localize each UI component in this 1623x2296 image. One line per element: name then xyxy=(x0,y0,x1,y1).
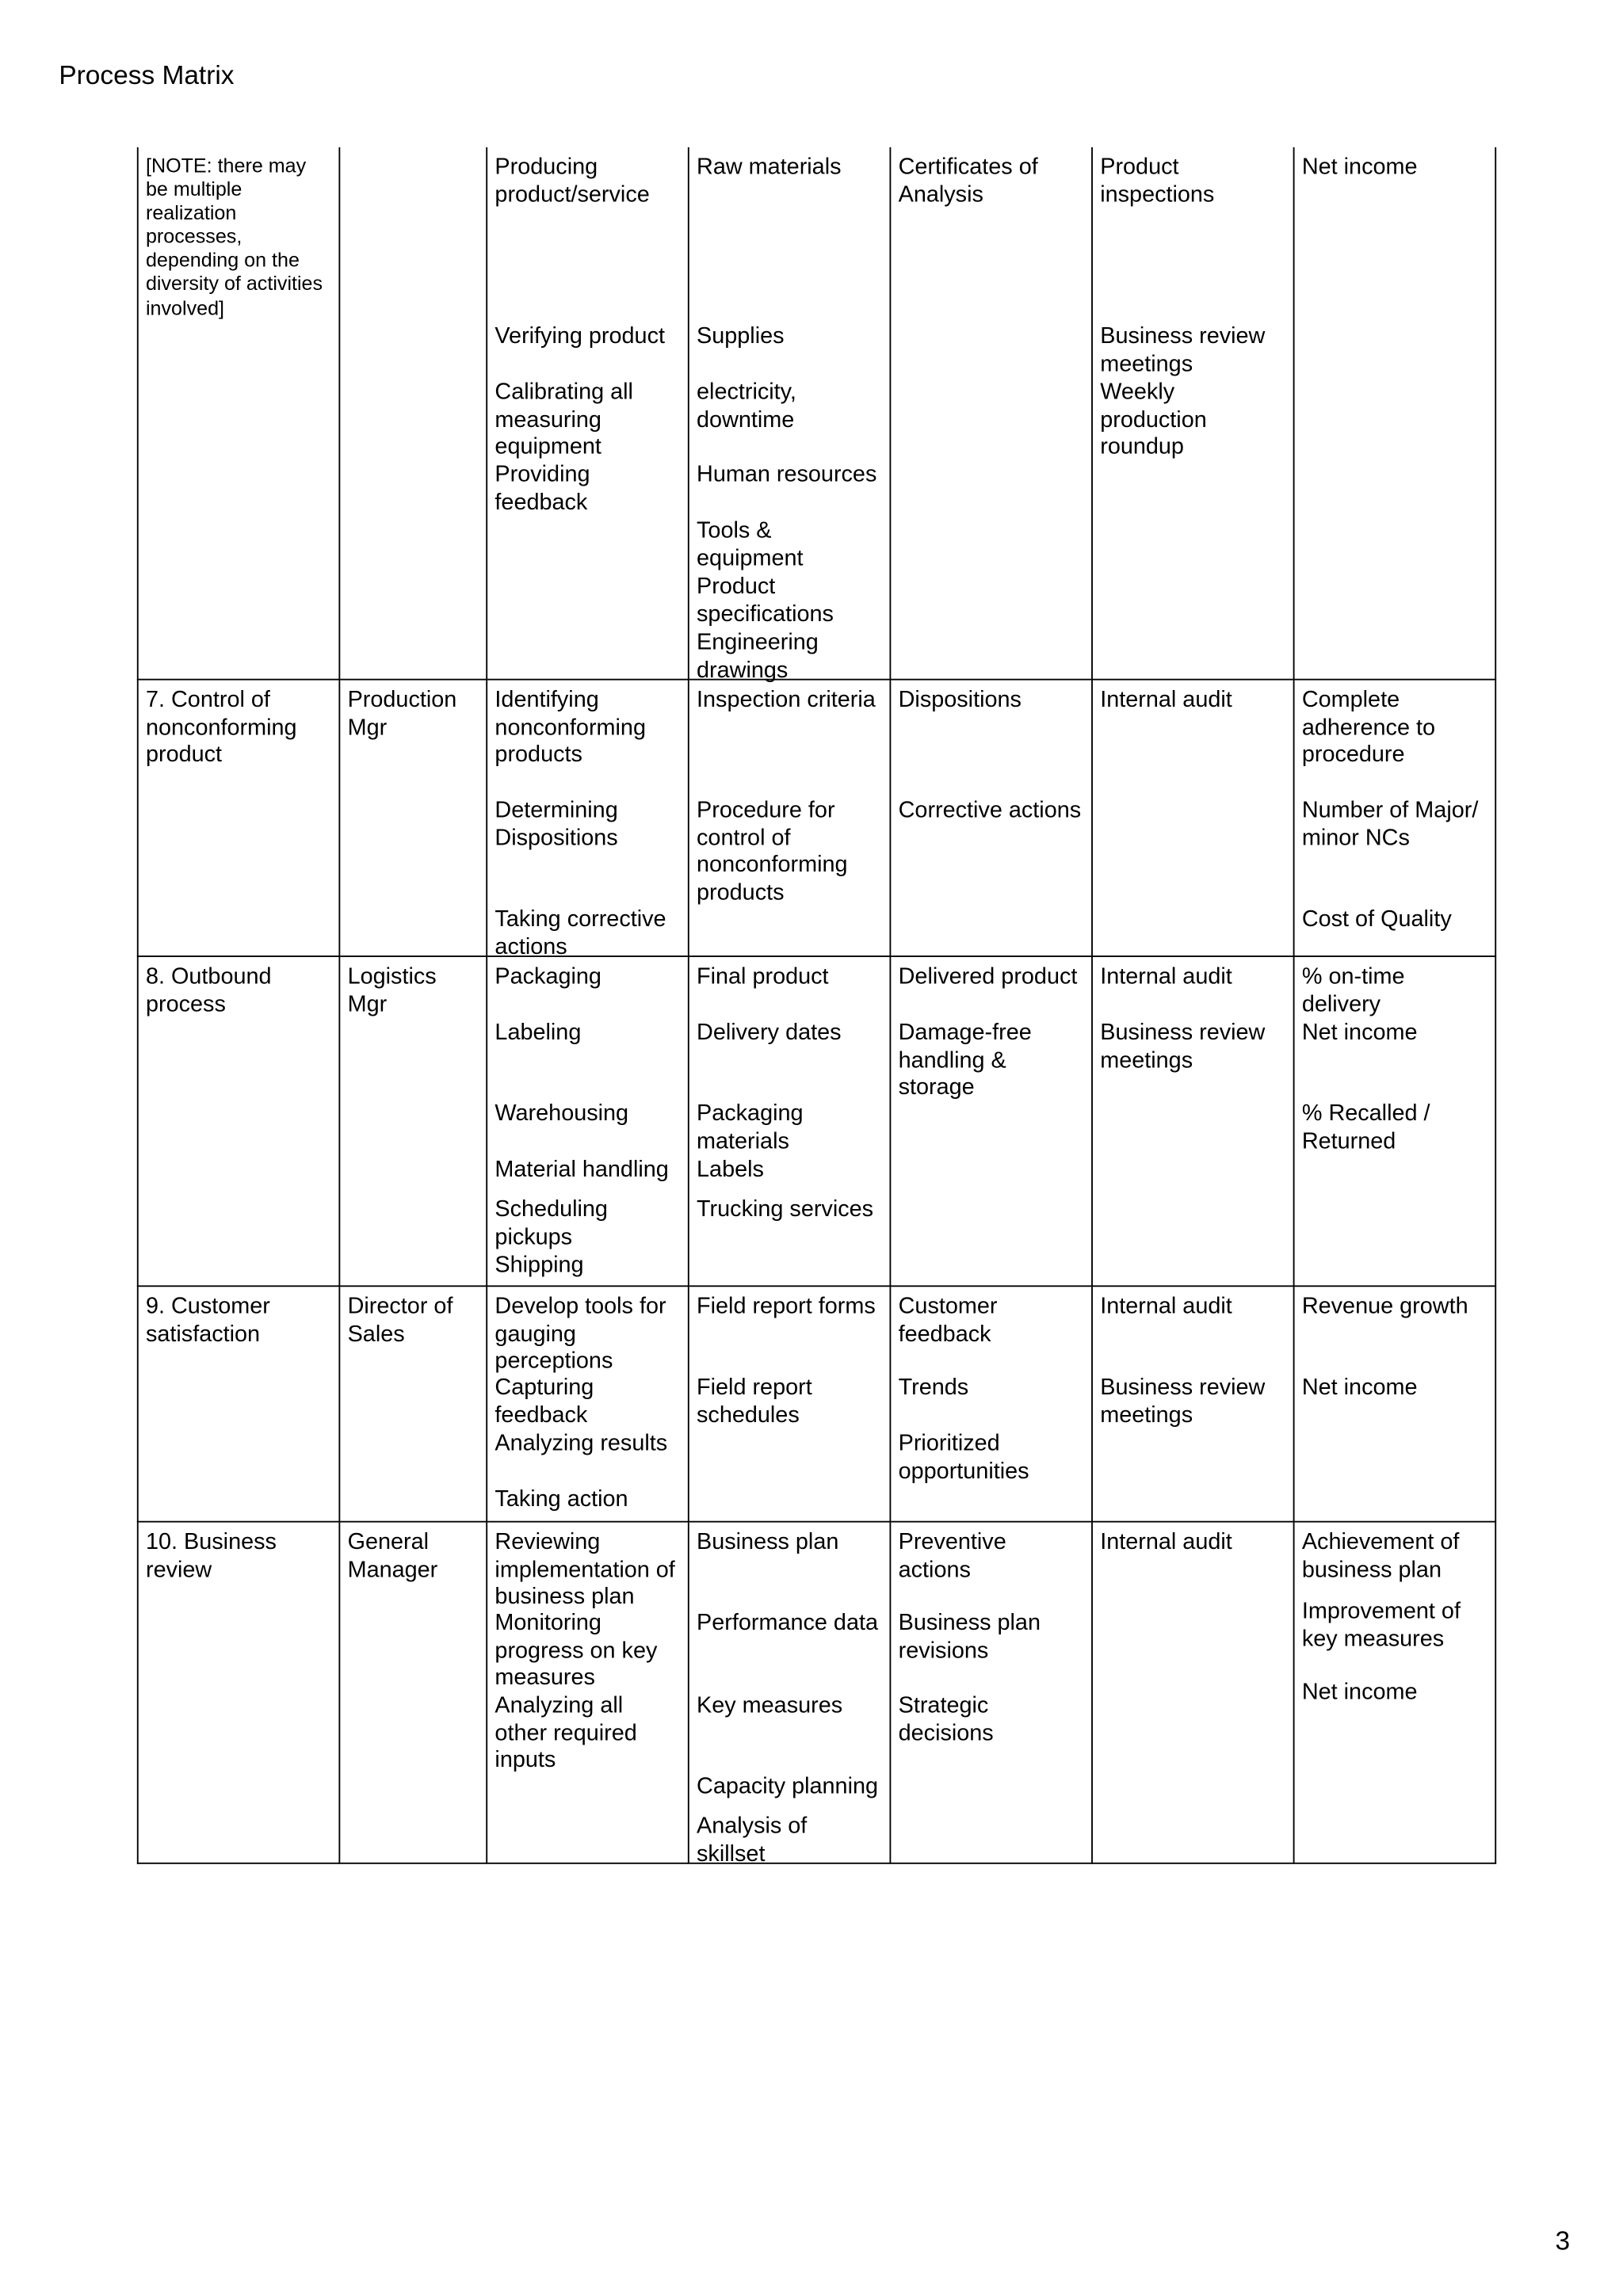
outputs-entry: Certificates of Analysis xyxy=(898,154,1038,208)
cell-monitoring xyxy=(1092,1522,1294,1863)
inputs-entry: Delivery dates xyxy=(697,1020,842,1046)
inputs-entry: Field report forms xyxy=(697,1294,876,1320)
activities-entry: Analyzing all other required inputs xyxy=(495,1693,637,1773)
inputs-entry: Product specifications xyxy=(697,574,834,627)
cell-outputs xyxy=(890,1522,1092,1863)
cell-activities xyxy=(487,147,689,680)
cell-outputs xyxy=(890,147,1092,680)
activities-entry: Determining Dispositions xyxy=(495,798,618,851)
process-entry: 10. Business review xyxy=(145,1529,277,1582)
table-row xyxy=(138,680,1495,956)
monitoring-entry: Internal audit xyxy=(1100,964,1232,990)
measures-entry: Revenue growth xyxy=(1301,1294,1468,1320)
cell-activities xyxy=(487,1522,689,1863)
activities-entry: Packaging xyxy=(495,964,601,990)
cell-owner xyxy=(339,956,487,1286)
outputs-entry: Prioritized opportunities xyxy=(898,1431,1029,1484)
owner-entry: Logistics Mgr xyxy=(347,964,437,1017)
activities-entry: Shipping xyxy=(495,1253,584,1279)
cell-activities xyxy=(487,680,689,959)
activities-entry: Develop tools for gauging perceptions xyxy=(495,1294,666,1374)
cell-monitoring xyxy=(1092,956,1294,1286)
activities-entry: Labeling xyxy=(495,1020,582,1046)
owner-entry: General Manager xyxy=(347,1529,438,1582)
activities-entry: Monitoring progress on key measures xyxy=(495,1611,658,1691)
cell-inputs xyxy=(689,956,891,1286)
inputs-entry: Capacity planning xyxy=(697,1774,879,1799)
monitoring-entry: Weekly production roundup xyxy=(1100,379,1207,460)
activities-entry: Taking action xyxy=(495,1486,628,1512)
cell-owner xyxy=(339,1286,487,1521)
process-entry: [NOTE: there may be multiple realization processes, depending on the diversity of activities involved] xyxy=(145,154,323,319)
cell-process xyxy=(138,956,340,1286)
activities-entry: Analyzing results xyxy=(495,1431,668,1456)
measures-entry: Number of Major/ minor NCs xyxy=(1301,798,1479,851)
measures-entry: Complete adherence to procedure xyxy=(1301,687,1436,768)
activities-entry: Providing feedback xyxy=(495,462,590,515)
process-matrix-table xyxy=(137,147,1496,1867)
inputs-entry: Key measures xyxy=(697,1693,843,1718)
inputs-entry: Inspection criteria xyxy=(697,687,876,713)
inputs-entry: electricity, downtime xyxy=(697,379,796,433)
inputs-entry: Trucking services xyxy=(697,1196,874,1222)
cell-monitoring xyxy=(1092,1286,1294,1521)
cell-outputs xyxy=(890,956,1092,1286)
cell-activities xyxy=(487,956,689,1286)
monitoring-entry: Internal audit xyxy=(1100,1294,1232,1320)
measures-entry: % Recalled / Returned xyxy=(1301,1101,1430,1154)
cell-measures xyxy=(1294,1522,1496,1863)
outputs-entry: Corrective actions xyxy=(898,798,1082,823)
activities-entry: Reviewing implementation of business plan xyxy=(495,1529,675,1610)
process-entry: 7. Control of nonconforming product xyxy=(145,687,297,768)
outputs-entry: Damage-free handling & storage xyxy=(898,1020,1032,1100)
inputs-entry: Engineering drawings xyxy=(697,630,819,683)
outputs-entry: Delivered product xyxy=(898,964,1078,990)
monitoring-entry: Business review meetings xyxy=(1100,1375,1266,1428)
cell-activities xyxy=(487,1286,689,1521)
process-entry: 9. Customer satisfaction xyxy=(145,1294,270,1347)
activities-entry: Taking corrective actions xyxy=(495,906,666,959)
cell-owner xyxy=(339,680,487,956)
activities-entry: Scheduling pickups xyxy=(495,1196,608,1249)
page-number: 3 xyxy=(1555,2225,1571,2256)
inputs-entry: Raw materials xyxy=(697,154,842,180)
monitoring-entry: Business review meetings xyxy=(1100,323,1266,376)
cell-inputs xyxy=(689,1286,891,1521)
cell-outputs xyxy=(890,1286,1092,1521)
cell-monitoring xyxy=(1092,680,1294,956)
activities-entry: Producing product/service xyxy=(495,154,650,208)
measures-entry: Net income xyxy=(1301,154,1418,180)
cell-measures xyxy=(1294,1286,1496,1521)
table-row xyxy=(138,1522,1495,1863)
monitoring-entry: Product inspections xyxy=(1100,154,1215,208)
cell-owner xyxy=(339,1522,487,1863)
measures-entry: Net income xyxy=(1301,1020,1418,1046)
inputs-entry: Final product xyxy=(697,964,829,990)
measures-entry: Net income xyxy=(1301,1680,1418,1706)
activities-entry: Capturing feedback xyxy=(495,1375,594,1428)
outputs-entry: Dispositions xyxy=(898,687,1022,713)
inputs-entry: Procedure for control of nonconforming products xyxy=(697,798,848,905)
cell-process xyxy=(138,680,340,956)
inputs-entry: Labels xyxy=(697,1157,764,1183)
owner-entry: Production Mgr xyxy=(347,687,457,740)
cell-measures xyxy=(1294,680,1496,956)
outputs-entry: Strategic decisions xyxy=(898,1693,994,1746)
activities-entry: Calibrating all measuring equipment xyxy=(495,379,633,460)
outputs-entry: Business plan revisions xyxy=(898,1611,1041,1664)
inputs-entry: Supplies xyxy=(697,323,785,349)
activities-entry: Warehousing xyxy=(495,1101,629,1127)
process-entry: 8. Outbound process xyxy=(145,964,272,1017)
measures-entry: Achievement of business plan xyxy=(1301,1529,1460,1582)
measures-entry: Improvement of key measures xyxy=(1301,1599,1461,1652)
cell-measures xyxy=(1294,956,1496,1286)
measures-entry: % on-time delivery xyxy=(1301,964,1405,1017)
cell-monitoring xyxy=(1092,147,1294,680)
cell-inputs xyxy=(689,147,891,683)
activities-entry: Verifying product xyxy=(495,323,666,349)
inputs-entry: Packaging materials xyxy=(697,1101,804,1154)
inputs-entry: Performance data xyxy=(697,1611,879,1636)
inputs-entry: Human resources xyxy=(697,462,877,488)
monitoring-entry: Business review meetings xyxy=(1100,1020,1266,1073)
monitoring-entry: Internal audit xyxy=(1100,687,1232,713)
measures-entry: Cost of Quality xyxy=(1301,906,1452,933)
activities-entry: Identifying nonconforming products xyxy=(495,687,646,768)
inputs-entry: Field report schedules xyxy=(697,1375,812,1428)
page-title: Process Matrix xyxy=(59,60,235,90)
table-row xyxy=(138,147,1495,680)
cell-process xyxy=(138,147,340,680)
table-row xyxy=(138,1286,1495,1521)
outputs-entry: Customer feedback xyxy=(898,1294,998,1347)
cell-inputs xyxy=(689,1522,891,1867)
table-row xyxy=(138,956,1495,1286)
inputs-entry: Analysis of skillset xyxy=(697,1814,808,1867)
monitoring-entry: Internal audit xyxy=(1100,1529,1232,1555)
cell-outputs xyxy=(890,680,1092,956)
cell-process xyxy=(138,1522,340,1863)
cell-process xyxy=(138,1286,340,1521)
cell-owner xyxy=(339,147,487,680)
measures-entry: Net income xyxy=(1301,1375,1418,1401)
outputs-entry: Trends xyxy=(898,1375,969,1401)
owner-entry: Director of Sales xyxy=(347,1294,453,1347)
outputs-entry: Preventive actions xyxy=(898,1529,1006,1582)
activities-entry: Material handling xyxy=(495,1157,669,1183)
inputs-entry: Business plan xyxy=(697,1529,839,1555)
inputs-entry: Tools & equipment xyxy=(697,518,804,571)
cell-measures xyxy=(1294,147,1496,680)
cell-inputs xyxy=(689,680,891,956)
